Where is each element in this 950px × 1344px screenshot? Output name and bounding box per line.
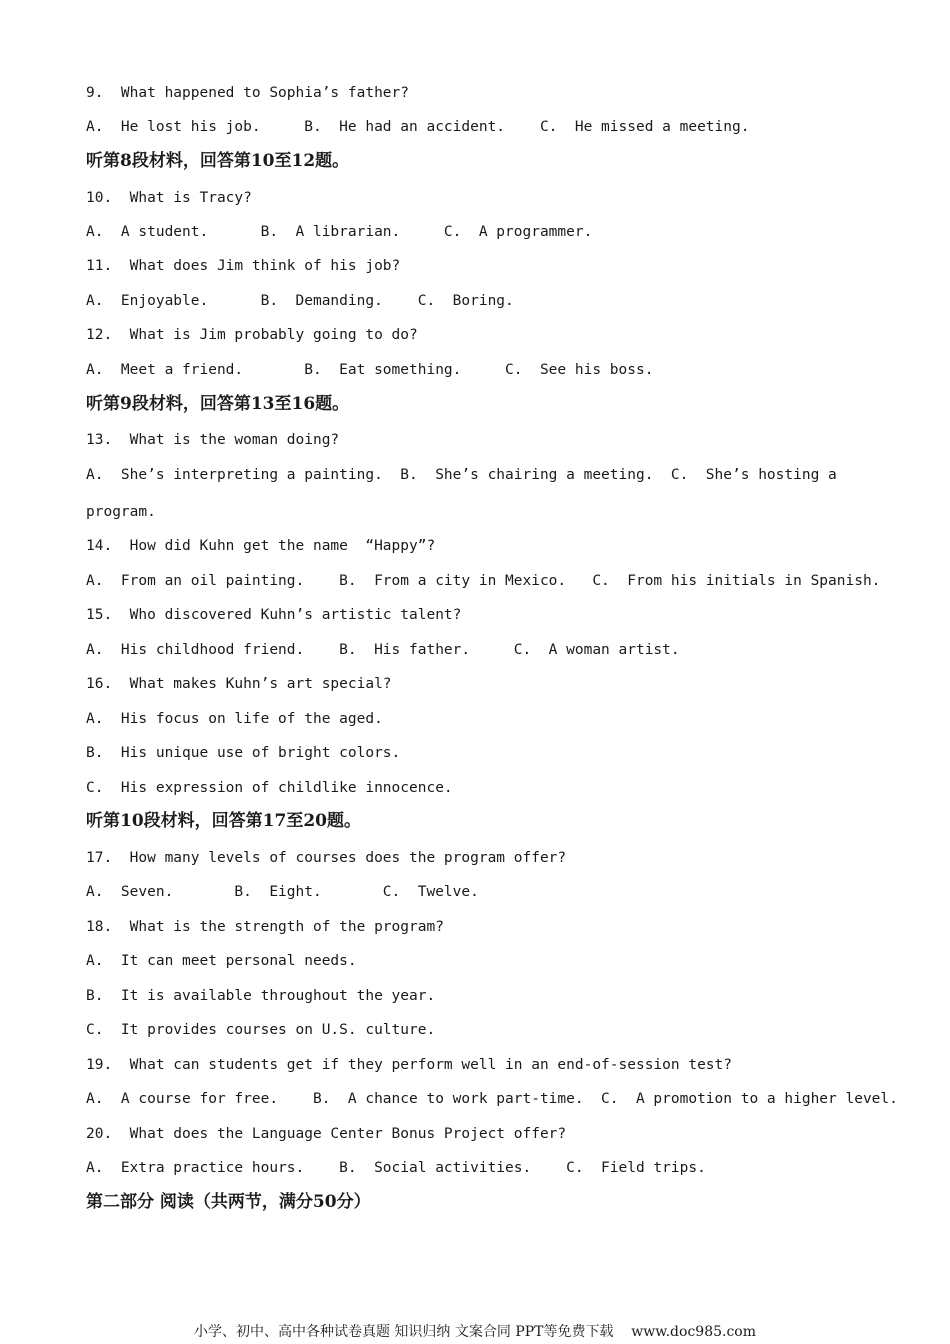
option-16-b: B. His unique use of bright colors.	[86, 745, 401, 761]
question-10: 10. What is Tracy?	[86, 190, 252, 206]
question-15: 15. Who discovered Kuhn’s artistic talent?	[86, 607, 462, 623]
question-18: 18. What is the strength of the program?	[86, 919, 444, 935]
question-11: 11. What does Jim think of his job?	[86, 258, 401, 274]
section-heading-8: 听第8段材料，回答第10至12题。	[86, 151, 350, 171]
page-footer: 小学、初中、高中各种试卷真题 知识归纳 文案合同 PPT等免费下载 www.doc985.com	[193, 1324, 756, 1340]
option-18-c: C. It provides courses on U.S. culture.	[86, 1022, 436, 1038]
question-9: 9. What happened to Sophia’s father?	[86, 85, 410, 101]
options-10: A. A student. B. A librarian. C. A programmer.	[86, 224, 593, 240]
options-11: A. Enjoyable. B. Demanding. C. Boring.	[86, 293, 514, 309]
options-17: A. Seven. B. Eight. C. Twelve.	[86, 884, 479, 900]
question-12: 12. What is Jim probably going to do?	[86, 327, 418, 343]
options-20: A. Extra practice hours. B. Social activities. C. Field trips.	[86, 1160, 706, 1176]
question-16: 16. What makes Kuhn’s art special?	[86, 676, 392, 692]
section-heading-10: 听第10段材料，回答第17至20题。	[86, 811, 361, 831]
question-19: 19. What can students get if they perform well in an end-of-session test?	[86, 1057, 733, 1073]
section-heading-9: 听第9段材料，回答第13至16题。	[86, 394, 350, 414]
options-14: A. From an oil painting. B. From a city in Mexico. C. From his initials in Spanish.	[86, 573, 881, 589]
options-19: A. A course for free. B. A chance to work part-time. C. A promotion to a higher level.	[86, 1091, 898, 1107]
options-9: A. He lost his job. B. He had an accident. C. He missed a meeting.	[86, 119, 750, 135]
option-18-a: A. It can meet personal needs.	[86, 953, 357, 969]
question-20: 20. What does the Language Center Bonus Project offer?	[86, 1126, 567, 1142]
options-12: A. Meet a friend. B. Eat something. C. See his boss.	[86, 362, 654, 378]
part-two-heading: 第二部分 阅读（共两节，满分50分）	[86, 1192, 371, 1212]
options-13: A. She’s interpreting a painting. B. She’s chairing a meeting. C. She’s hosting a	[86, 467, 837, 483]
question-14: 14. How did Kuhn get the name “Happy”?	[86, 538, 436, 554]
option-16-a: A. His focus on life of the aged.	[86, 711, 383, 727]
options-15: A. His childhood friend. B. His father. C. A woman artist.	[86, 642, 680, 658]
option-18-b: B. It is available throughout the year.	[86, 988, 436, 1004]
question-17: 17. How many levels of courses does the program offer?	[86, 850, 567, 866]
option-16-c: C. His expression of childlike innocence.	[86, 780, 453, 796]
options-13-wrap: program.	[86, 504, 156, 520]
question-13: 13. What is the woman doing?	[86, 432, 340, 448]
